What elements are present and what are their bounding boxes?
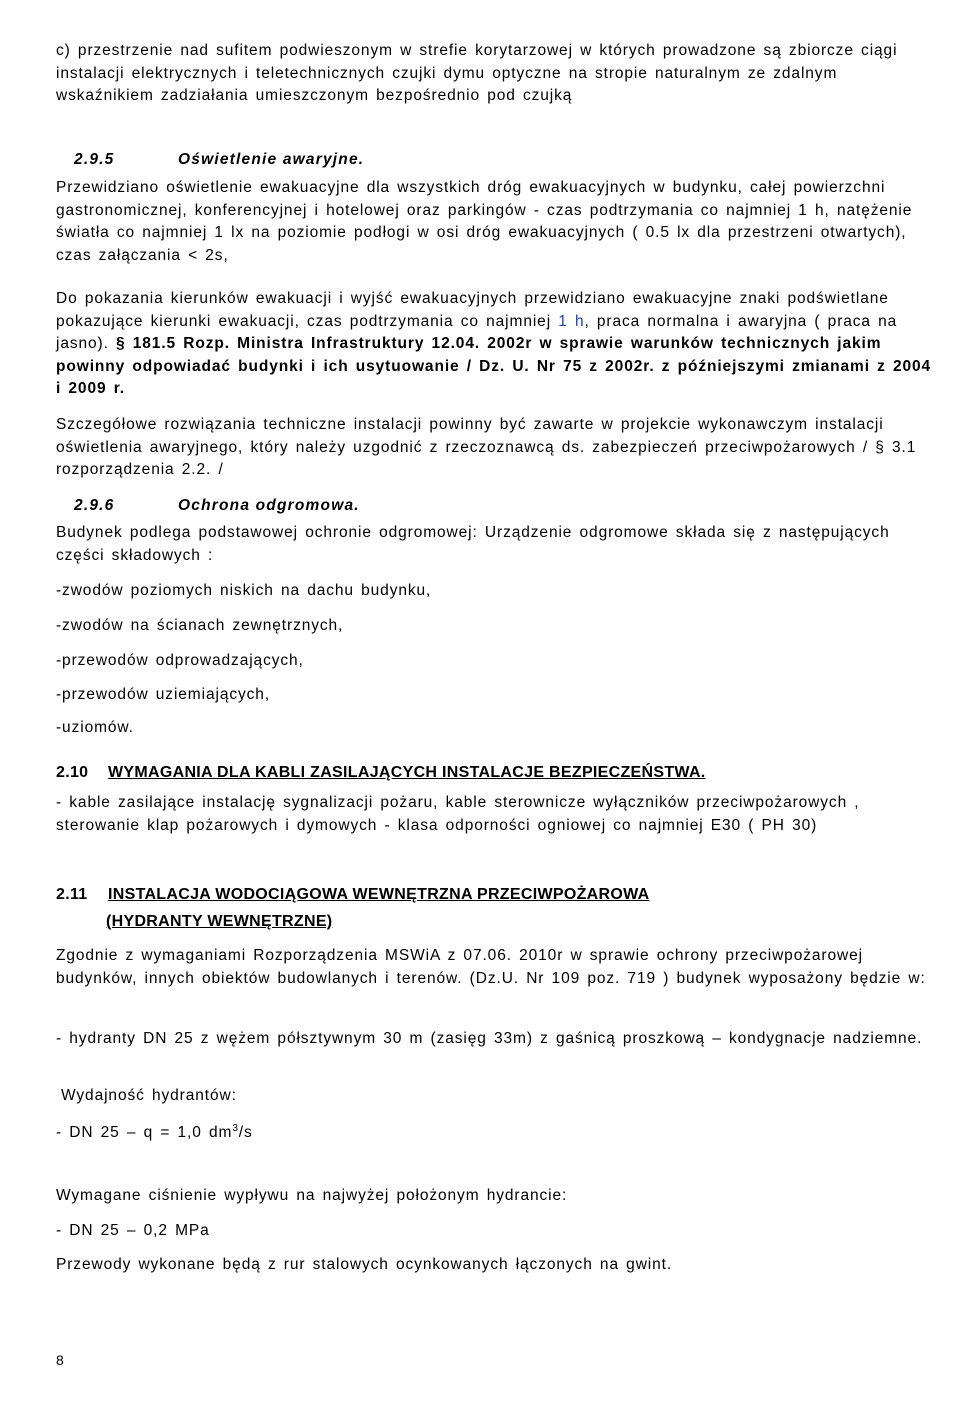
superscript: 3 — [232, 1123, 239, 1134]
hydrant-capacity-value — [56, 1118, 940, 1145]
highlight-text: 1 h — [558, 312, 585, 330]
emergency-lighting-paragraph-2 — [56, 288, 940, 401]
regulation-reference: § 181.5 Rozp. Ministra Infrastruktury 12.04. 2002r w sprawie warunków technicznych jakim powinny odpowiadać budynki i ich usytuowanie / Dz. U. Nr 75 z 2002r. z późniejszymi zmianami z 2004 i 2009 r. — [56, 335, 932, 397]
text-run: /s — [238, 1124, 253, 1142]
text-run: , praca normalna i awaryjna ( praca na jasno). — [56, 312, 898, 352]
list-item: -uziomów. — [56, 719, 134, 736]
list-item: -zwodów poziomych niskich na dachu budynku, — [56, 582, 432, 599]
lightning-protection-paragraph: Budynek podlega podstawowej ochronie odgromowej: Urządzenie odgromowe składa się z następujących części składowych : — [56, 524, 890, 564]
section-number: 2.11 — [56, 886, 88, 903]
section-number: 2.10 — [56, 764, 89, 781]
list-item: -przewodów uziemiających, — [56, 686, 271, 703]
hydrant-paragraph-1: Zgodnie z wymaganiami Rozporządzenia MSWiA z 07.06. 2010r w sprawie ochrony przeciwpożarowej budynków, innych obiektów budowlanych i terenów. (Dz.U. Nr 109 poz. 719 ) budynek wyposażony będzie w: — [56, 947, 926, 987]
cable-requirements-paragraph: - kable zasilające instalację sygnalizacji pożaru, kable sterownicze wyłączników przeciwpożarowych , sterowanie klap pożarowych i dymowych - klasa odporności ogniowej co najmniej E30 ( PH 30) — [56, 794, 860, 834]
section-title: Ochrona odgromowa. — [178, 497, 360, 514]
pressure-value: - DN 25 – 0,2 MPa — [56, 1222, 210, 1239]
section-subtitle: (HYDRANTY WEWNĘTRZNE) — [106, 913, 333, 930]
section-number: 2.9.5 — [74, 151, 115, 168]
emergency-lighting-paragraph-3: Szczegółowe rozwiązania techniczne instalacji powinny być zawarte w projekcie wykonawczym instalacji oświetlenia awaryjnego, który należy uzgodnić z rzeczoznawcą ds. zabezpieczeń przeciwpożarowych / § 3.1 rozporządzenia 2.2. / — [56, 416, 917, 478]
section-2-9-5-heading — [74, 151, 364, 169]
text-run: - DN 25 – q = 1,0 dm — [56, 1124, 233, 1142]
section-title: INSTALACJA WODOCIĄGOWA WEWNĘTRZNA PRZECIWPOŻAROWA — [108, 886, 650, 903]
intro-paragraph: c) przestrzenie nad sufitem podwieszonym w strefie korytarzowej w których prowadzone są zbiorcze ciągi instalacji elektrycznych i teletechnicznych czujki dymu optyczne na stropie naturalnym ze zdalnym wskaźnikiem zadziałania umieszczonym bezpośrednio pod czujką — [56, 42, 898, 104]
text-run: Do pokazania kierunków ewakuacji i wyjść ewakuacyjnych przewidziano ewakuacyjne znaki podświetlane pokazujące kierunki ewakuacji, czas podtrzymania co najmniej — [56, 290, 889, 330]
hydrant-capacity-label: Wydajność hydrantów: — [61, 1087, 237, 1104]
section-title: WYMAGANIA DLA KABLI ZASILAJĄCYCH INSTALACJE BEZPIECZEŃSTWA. — [108, 764, 706, 781]
hydrant-paragraph-2: - hydranty DN 25 z wężem półsztywnym 30 m (zasięg 33m) z gaśnicą proszkową – kondygnacje nadziemne. — [56, 1030, 923, 1047]
section-2-11-heading — [56, 886, 649, 904]
pressure-label: Wymagane ciśnienie wypływu na najwyżej położonym hydrancie: — [56, 1187, 568, 1204]
section-2-10-heading — [56, 764, 706, 782]
section-number: 2.9.6 — [74, 497, 115, 514]
list-item: -zwodów na ścianach zewnętrznych, — [56, 617, 344, 634]
emergency-lighting-paragraph-1: Przewidziano oświetlenie ewakuacyjne dla wszystkich dróg ewakuacyjnych w budynku, całej powierzchni gastronomicznej, konferencyjnej i hotelowej oraz parkingów - czas podtrzymania co najmniej 1 h, natężenie światła co najmniej 1 lx na poziomie podłogi w osi dróg ewakuacyjnych ( 0.5 lx dla przestrzeni otwartych), czas załączania < 2s, — [56, 179, 913, 264]
pipes-paragraph: Przewody wykonane będą z rur stalowych ocynkowanych łączonych na gwint. — [56, 1256, 673, 1273]
page-number: 8 — [56, 1352, 64, 1368]
list-item: -przewodów odprowadzających, — [56, 652, 304, 669]
section-title: Oświetlenie awaryjne. — [178, 151, 365, 168]
section-2-9-6-heading — [74, 497, 360, 515]
